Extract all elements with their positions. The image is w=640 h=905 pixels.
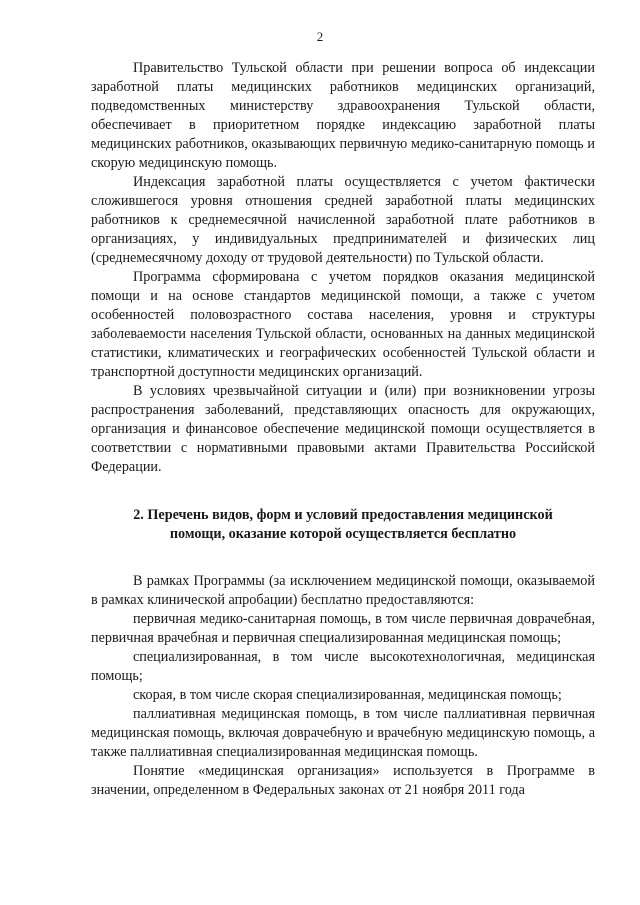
section-heading-line-1: 2. Перечень видов, форм и условий предоставления медицинской bbox=[133, 507, 553, 523]
list-item-specialized-care: специализированная, в том числе высокотехнологичная, медицинская помощь; bbox=[91, 649, 595, 684]
section-heading bbox=[91, 506, 595, 544]
paragraph-indexation-basis: Индексация заработной платы осуществляется с учетом фактически сложившегося уровня отношения средней заработной платы медицинских работников к среднемесячной начисленной заработной плате работников в организациях, у индивидуальных предпринимателей и физических лиц (среднемесячному доходу от трудовой деятельности) по Тульской области. bbox=[91, 174, 595, 266]
paragraph-program-formation: Программа сформирована с учетом порядков оказания медицинской помощи и на основе стандартов медицинской помощи, а также с учетом особенностей половозрастного состава населения, уровня и структуры заболеваемости населения Тульской области, основанных на данных медицинской статистики, климатических и географических особенностей Тульской области и транспортной доступности медицинских организаций. bbox=[91, 269, 595, 380]
page-number: 2 bbox=[316, 29, 324, 44]
list-item-emergency-care: скорая, в том числе скорая специализированная, медицинская помощь; bbox=[133, 687, 562, 703]
section-heading-line-2: помощи, оказание которой осуществляется бесплатно bbox=[169, 526, 517, 542]
list-item-primary-care: первичная медико-санитарная помощь, в том числе первичная доврачебная, первичная врачебная и первичная специализированная медицинская помощь; bbox=[91, 611, 595, 646]
paragraph-free-care-intro: В рамках Программы (за исключением медицинской помощи, оказываемой в рамках клинической апробации) бесплатно предоставляются: bbox=[91, 573, 595, 608]
document-body bbox=[91, 59, 595, 800]
list-item-palliative-care: паллиативная медицинская помощь, в том числе паллиативная первичная медицинская помощь, включая доврачебную и врачебную медицинскую помощь, а также паллиативная специализированная медицинская помощь. bbox=[91, 706, 595, 760]
paragraph-medical-organization-definition: Понятие «медицинская организация» используется в Программе в значении, определенном в Федеральных законах от 21 ноября 2011 года bbox=[91, 763, 595, 798]
paragraph-emergency-conditions: В условиях чрезвычайной ситуации и (или) при возникновении угрозы распространения заболеваний, представляющих опасность для окружающих, организация и финансовое обеспечение медицинской помощи осуществляется в соответствии с нормативными правовыми актами Правительства Российской Федерации. bbox=[91, 383, 595, 475]
paragraph-indexation-priority: Правительство Тульской области при решении вопроса об индексации заработной платы медицинских работников медицинских организаций, подведомственных министерству здравоохранения Тульской области, обеспечивает в приоритетном порядке индексацию заработной платы медицинских работников, оказывающих первичную медико-санитарную помощь и скорую медицинскую помощь. bbox=[91, 60, 595, 171]
